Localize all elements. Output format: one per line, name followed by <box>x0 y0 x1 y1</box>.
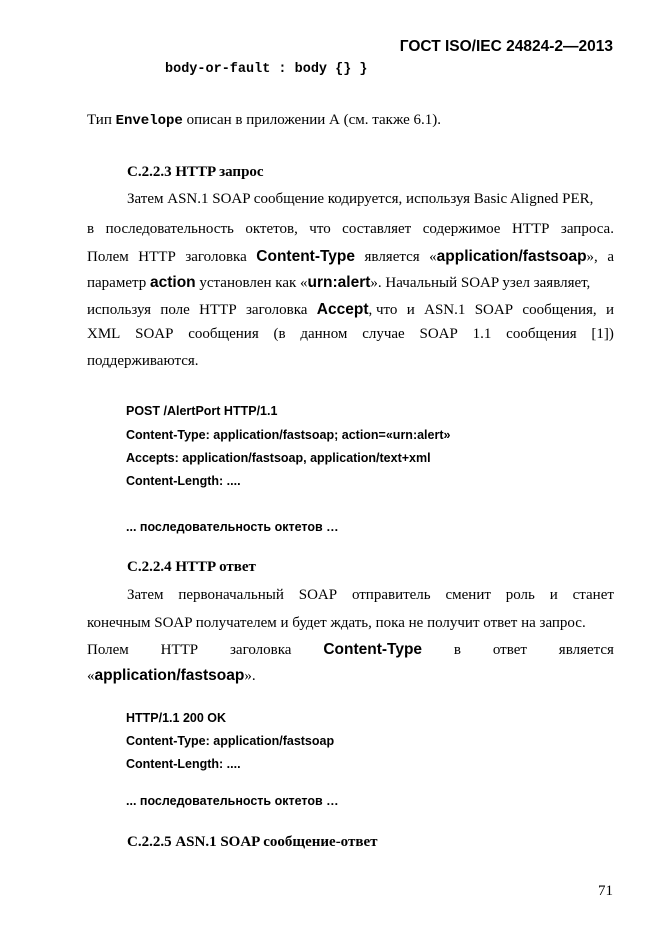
code-response-line: HTTP/1.1 200 OK <box>126 711 227 725</box>
word: является <box>558 642 614 658</box>
paragraph-line: Затем ASN.1 SOAP сообщение кодируется, используя Basic Aligned PER, <box>127 191 594 207</box>
word: 1.1 <box>472 326 492 342</box>
word: поле <box>160 302 190 318</box>
envelope-paragraph <box>87 110 614 131</box>
code-response-line: Content-Type: application/fastsoap <box>126 734 335 748</box>
quote-mark: », <box>586 249 598 265</box>
word: что <box>309 221 331 237</box>
word: роль <box>505 587 535 603</box>
quote-mark: « <box>429 249 437 265</box>
media-type-fastsoap: application/fastsoap <box>436 248 587 265</box>
paragraph-line <box>87 613 614 633</box>
paragraph-line: поддерживаются. <box>87 353 199 369</box>
word: HTTP <box>511 221 550 237</box>
param-action: action <box>149 274 196 291</box>
word: и <box>549 587 558 603</box>
word: заголовка <box>230 642 292 658</box>
word: XML <box>87 326 121 342</box>
word: SOAP <box>135 326 174 342</box>
text-segment: параметр <box>87 275 150 291</box>
document-code-header: ГОСТ ISO/IEC 24824-2—2013 <box>399 38 613 55</box>
word: HTTP <box>138 249 176 265</box>
code-response-line: ... последовательность октетов … <box>126 794 339 808</box>
paragraph-line <box>87 666 614 686</box>
paragraph-line <box>87 324 614 344</box>
text-segment: Тип <box>87 112 116 128</box>
code-line-body-or-fault: body-or-fault : body {} } <box>165 62 368 77</box>
paragraph-line <box>87 273 614 293</box>
media-type-fastsoap: application/fastsoap <box>94 667 245 684</box>
code-envelope: Envelope <box>115 113 183 129</box>
word: сообщения <box>506 326 577 342</box>
paragraph-line <box>87 247 614 267</box>
word: заголовка <box>185 249 247 265</box>
code-request-line: Content-Length: .... <box>126 474 241 488</box>
word: SOAP <box>298 587 338 603</box>
word: октетов, <box>245 221 298 237</box>
word: станет <box>572 587 614 603</box>
text-segment: установлен как « <box>195 275 308 291</box>
word: HTTP <box>160 642 199 658</box>
word: а <box>607 249 614 265</box>
word: и <box>605 302 614 318</box>
word: SOAP <box>474 302 514 318</box>
code-response-line: Content-Length: .... <box>126 757 241 771</box>
paragraph-line <box>87 219 614 239</box>
word: случае <box>362 326 405 342</box>
word: Затем <box>127 587 164 603</box>
code-request-line: ... последовательность октетов … <box>126 520 339 534</box>
code-request-line: Content-Type: application/fastsoap; action=«urn:alert» <box>126 428 451 442</box>
code-request-line: Accepts: application/fastsoap, application/text+xml <box>126 451 431 465</box>
word: отправитель <box>351 587 431 603</box>
word: сменит <box>445 587 491 603</box>
quote-mark: « <box>87 668 95 684</box>
word: , что <box>368 302 398 318</box>
quote-mark: ». <box>244 668 256 684</box>
page-number: 71 <box>598 883 613 899</box>
word: HTTP <box>199 302 237 318</box>
word: последовательность <box>105 221 234 237</box>
section-heading-c224: С.2.2.4 HTTP ответ <box>127 559 256 575</box>
paragraph-line <box>87 640 614 660</box>
paragraph-line <box>87 300 614 320</box>
text-segment: ». Начальный SOAP узел заявляет, <box>370 275 591 291</box>
word: заголовка <box>246 302 308 318</box>
section-heading-c223: С.2.2.3 HTTP запрос <box>127 164 264 180</box>
word: используя <box>87 302 151 318</box>
word: [1]) <box>591 326 614 342</box>
word: Полем <box>87 249 129 265</box>
word: ASN.1 <box>424 302 466 318</box>
word: содержимое <box>422 221 501 237</box>
word: составляет <box>342 221 412 237</box>
word: сообщения <box>188 326 259 342</box>
header-name-content-type: Content-Type <box>256 248 356 265</box>
code-request-line: POST /AlertPort HTTP/1.1 <box>126 404 278 418</box>
header-name-accept: Accept <box>316 301 369 318</box>
word: в <box>453 642 461 658</box>
word: в <box>87 221 95 237</box>
text-segment: конечным SOAP получателем и будет ждать, пока не получит ответ на запрос. <box>87 615 586 631</box>
word: SOAP <box>419 326 458 342</box>
word: первоначальный <box>178 587 284 603</box>
word: и <box>406 302 415 318</box>
paragraph-line <box>127 585 614 605</box>
header-name-content-type: Content-Type <box>323 641 423 658</box>
section-heading-c225: С.2.2.5 ASN.1 SOAP сообщение-ответ <box>127 834 378 850</box>
word: Полем <box>87 642 129 658</box>
word: сообщения, <box>522 302 597 318</box>
word: данном <box>300 326 348 342</box>
word: (в <box>273 326 286 342</box>
text-segment: описан в приложении А (см. также 6.1). <box>182 112 442 128</box>
word: запроса. <box>560 221 614 237</box>
word: является <box>364 249 420 265</box>
word: ответ <box>492 642 527 658</box>
param-urn-alert: urn:alert <box>307 274 371 291</box>
